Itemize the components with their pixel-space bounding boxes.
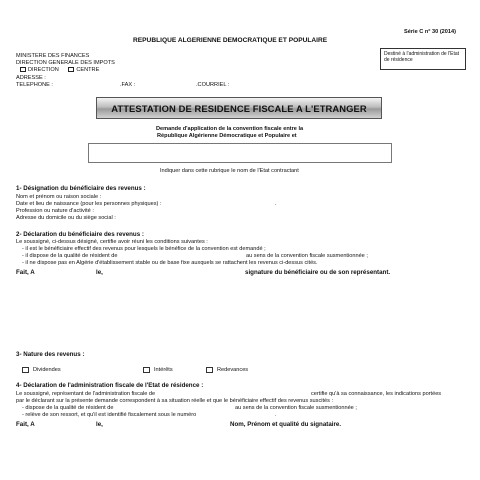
- section4-item-2-end: .: [275, 412, 277, 418]
- birth-field-dot: .: [275, 201, 277, 207]
- section2-signature-label: signature du bénéficiaire ou de son représentant.: [245, 269, 391, 276]
- address-label: ADRESSE :: [16, 75, 46, 81]
- telephone-label: TELEPHONE :: [16, 82, 53, 88]
- section4-item-1b: au sens de la convention fiscale susmentionnée ;: [235, 405, 357, 411]
- section1-title: 1- Désignation du bénéficiaire des revenus :: [16, 185, 146, 192]
- section4-signature-end: .: [339, 421, 342, 428]
- section4-fait-label: Fait, A: [16, 421, 35, 428]
- section2-intro: Le soussigné, ci-dessus désigné, certifie avoir réuni les conditions suivantes :: [16, 239, 208, 245]
- section2-item-2b: au sens de la convention fiscale susmentionnée ;: [246, 253, 368, 259]
- email-label: .COURRIEL :: [196, 82, 230, 88]
- section2-fait-label: Fait, A: [16, 269, 35, 276]
- beneficiary-name-label: Nom et prénom ou raison sociale :: [16, 194, 102, 200]
- centre-label: CENTRE: [76, 67, 100, 73]
- destination-box: Destiné à l'administration de l'Etat de résidence: [380, 48, 466, 70]
- section2-item-2a: - il dispose de la qualité de résident de: [22, 253, 118, 259]
- section4-le-label: le,: [96, 421, 103, 428]
- request-line-2: République Algérienne Démocratique et Populaire et: [157, 133, 297, 139]
- redevances-checkbox[interactable]: [206, 367, 213, 373]
- section4-item-1a: - dispose de la qualité de résident de: [22, 405, 114, 411]
- republic-title: REPUBLIQUE ALGERIENNE DEMOCRATIQUE ET POPULAIRE: [133, 37, 328, 44]
- interets-checkbox[interactable]: [143, 367, 150, 373]
- birth-date-place-label: Date et lieu de naissance (pour les personnes physiques) :: [16, 201, 162, 207]
- direction-generale-label: DIRECTION GENERALE DES IMPOTS: [16, 60, 115, 66]
- contracting-state-field[interactable]: [88, 143, 392, 163]
- direction-label: DIRECTION: [28, 67, 59, 73]
- section4-signature-text: Nom, Prénom et qualité du signataire: [230, 421, 340, 428]
- interets-label: Intérêts: [154, 367, 173, 373]
- section4-line-2: par le déclarant sur la présente demande correspondent à sa situation réelle et que le bénéficiaire effectif des revenus suscités :: [16, 398, 334, 404]
- section2-le-label: le,: [96, 269, 103, 276]
- section2-item-3: - il ne dispose pas en Algérie d'établissement stable ou de base fixe auxquels se rattachent les revenus ci-dessus cités.: [22, 260, 318, 266]
- redevances-label: Redevances: [217, 367, 249, 373]
- direction-centre-row: [20, 67, 99, 74]
- centre-checkbox[interactable]: [68, 67, 74, 72]
- fax-label: .FAX :: [120, 82, 136, 88]
- series-code: Série C n° 30 (2014): [404, 29, 456, 35]
- section4-line-1a: Le soussigné, représentant de l'administration fiscale de: [16, 391, 156, 397]
- dividendes-checkbox[interactable]: [22, 367, 29, 373]
- direction-checkbox[interactable]: [20, 67, 26, 72]
- ministry-label: MINISTERE DES FINANCES: [16, 53, 90, 59]
- section3-title: 3- Nature des revenus :: [16, 351, 85, 358]
- section4-signature-label: [230, 421, 341, 429]
- section4-title: 4- Déclaration de l'administration fiscale de l'Etat de résidence :: [16, 382, 204, 389]
- profession-label: Profession ou nature d'activité :: [16, 208, 94, 214]
- section2-item-1: - il est le bénéficiaire effectif des revenus pour lesquels le bénéfice de la convention est demandé ;: [22, 246, 266, 252]
- address-domicile-label: Adresse du domicile ou du siège social :: [16, 215, 116, 221]
- request-line-1: Demande d'application de la convention fiscale entre la: [156, 126, 304, 132]
- state-hint: Indiquer dans cette rubrique le nom de l'Etat contractant: [160, 168, 299, 174]
- section4-item-2: - relève de son ressort, et qu'il est identifié fiscalement sous le numéro: [22, 412, 197, 418]
- main-title: ATTESTATION DE RESIDENCE FISCALE A L'ETRANGER: [96, 97, 382, 119]
- section4-line-1b: certifie qu'à sa connaissance, les indications portées: [311, 391, 442, 397]
- dividendes-label: Dividendes: [33, 367, 61, 373]
- section2-title: 2- Déclaration du bénéficiaire des revenus :: [16, 231, 144, 238]
